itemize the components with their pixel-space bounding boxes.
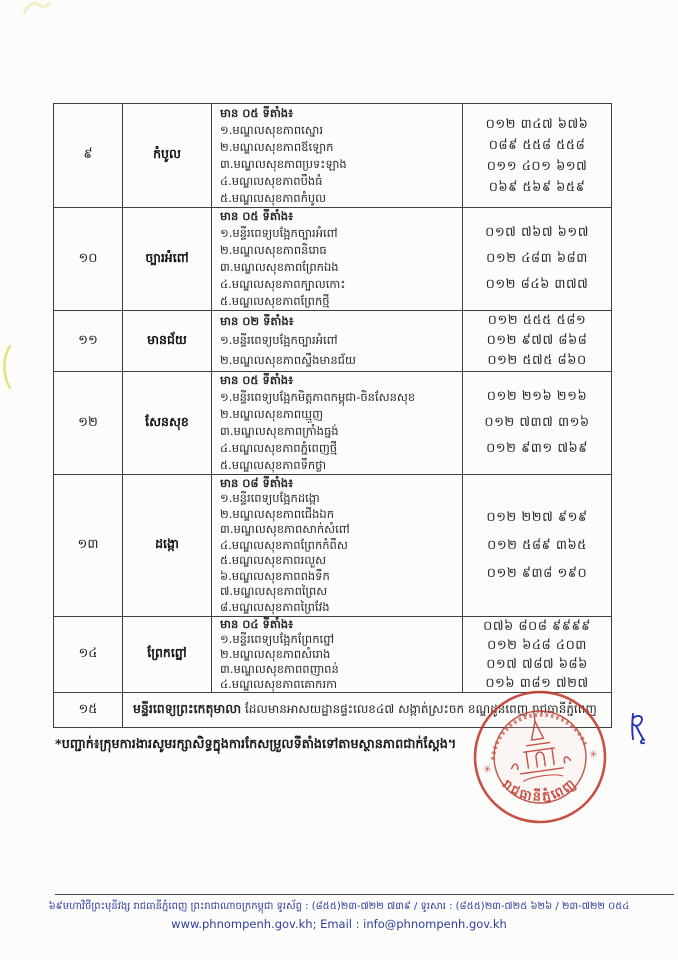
location-item: ២.មណ្ឌលសុខភាពនិរោធ [220, 243, 327, 257]
locations-list [220, 389, 458, 474]
row-number: ១១ [54, 311, 123, 371]
official-red-seal-stamp [461, 678, 619, 836]
phone-number: ០១២ ៩៣១ ៧៦៩ [486, 441, 588, 456]
locations-cell [212, 104, 463, 207]
phone-number: ០១២ ៩៣៨ ១៩០ [486, 565, 588, 581]
district-name: សែនសុខ [123, 372, 212, 474]
phone-number: ០១២ ៥៥៥ ៥៨១ [487, 313, 587, 328]
locations-list [220, 632, 458, 692]
remark-marker: *បញ្ជាក់៖ [55, 737, 100, 752]
locations-count-label: មាន ០៥ ទីតាំង៖ [220, 373, 294, 387]
row-number: ១៣ [54, 475, 123, 616]
phone-numbers [463, 208, 611, 310]
location-item: ៤.មណ្ឌលសុខភាពគោករកា [220, 677, 338, 691]
phone-number: ០១៧ ៧៨៧ ៦៨៦ [486, 656, 588, 672]
table-row [54, 311, 611, 372]
location-item: ១.មន្ទីរពេទ្យបង្អែកព្រែកព្នៅ [220, 632, 335, 646]
phone-number: ០១២ ៨៤៦ ៣៧៧ [485, 277, 589, 292]
table-row [54, 617, 611, 693]
location-item: ១.មន្ទីរពេទ្យបង្អែកច្បារអំពៅ [220, 333, 338, 348]
location-item: ៤.មណ្ឌលសុខភាពក្បាលកោះ [220, 277, 346, 291]
row-number: ១៤ [54, 617, 123, 692]
phone-number: ០៨៩ ៥៥៨ ៥៥៨ [488, 137, 586, 153]
location-item: ២.មណ្ឌលសុខភាពឃ្មួញ [220, 407, 324, 421]
phone-numbers [463, 311, 611, 371]
phone-number: ០១៧ ៧៦៧ ៦១៧ [485, 225, 589, 240]
location-item: ១.មន្ទីរពេទ្យបង្អែកច្បារអំពៅ [220, 226, 338, 240]
locations-count-label: មាន ០៤ ទីតាំង៖ [220, 617, 294, 631]
phone-number: ០១២ ២២៧ ៩១៩ [486, 509, 588, 525]
location-item: ២.មណ្ឌលសុខភាពសំរោង [220, 647, 331, 661]
health-centers-table [53, 103, 612, 728]
phone-numbers [463, 475, 611, 616]
phone-number: ០៦៩ ៥៦៩ ៦៥៩ [488, 179, 586, 195]
locations-list [220, 122, 458, 207]
location-item: ១.មន្ទីរពេទ្យបង្អែកដង្កោ [220, 491, 320, 506]
district-name: ព្រែកព្នៅ [123, 617, 212, 692]
phone-number: ០១៦ ៣៨១ ៧២៧ [485, 675, 589, 691]
location-item: ៥.មណ្ឌលសុខភាពព្រែកថ្មី [220, 294, 330, 308]
locations-count-label: មាន ០៥ ទីតាំង៖ [220, 209, 294, 223]
footer-website-email: www.phnompenh.gov.kh; Email : info@phnompenh.gov.kh [171, 917, 507, 931]
location-item: ២.មណ្ឌលសុខភាពស្ទឹងមានជ័យ [220, 352, 356, 367]
row-number: ១០ [54, 208, 123, 310]
corner-gold-mark [23, 1, 51, 14]
phone-number: ០១២ ៣៤៧ ៦៧៦ [485, 116, 589, 132]
locations-count-label: មាន ០៨ ទីតាំង៖ [220, 475, 294, 490]
location-item: ៣.មណ្ឌលសុខភាពពញាពន់ [220, 662, 339, 676]
phone-number: ០១២ ៧៣៧ ៣១៦ [484, 415, 590, 430]
location-item: ៧.មណ្ឌលសុខភាពព្រៃស [220, 584, 328, 599]
locations-cell [212, 475, 463, 616]
locations-cell [212, 208, 463, 310]
location-item: ៤.មណ្ឌលសុខភាពបឹងធំ [220, 173, 323, 188]
location-item: ៥.មណ្ឌលសុខភាពរលួស [220, 553, 327, 568]
remark-text: ក្រុមការងារសូមរក្សាសិទ្ធក្នុងការកែសម្រួលទីតាំងទៅតាមស្ថានភាពជាក់ស្តែង។ [99, 737, 457, 752]
phone-numbers [463, 372, 611, 474]
phone-number: ០១២ ២១៦ ២១៦ [486, 389, 588, 404]
location-item: ៣.មណ្ឌលសុខភាពសាក់សំពៅ [220, 522, 350, 537]
location-item: ២.មណ្ឌលសុខភាពជើងឯក [220, 506, 334, 521]
row-number: ១២ [54, 372, 123, 474]
location-item: ៥.មណ្ឌលសុខភាពទឹកថ្លា [220, 458, 327, 472]
phone-number: ០១២ ៩៧៧ ៨៦៨ [486, 333, 588, 348]
table-row [54, 208, 611, 311]
location-item: ៤.មណ្ឌលសុខភាពព្រែកកំពឹស [220, 537, 348, 552]
phone-numbers [463, 104, 611, 207]
phone-number: ០១១ ៤០១ ៦១៧ [486, 158, 588, 174]
phone-number: ០១២ ៤៨៣ ៦៨៣ [486, 251, 588, 266]
location-item: ១.មណ្ឌលសុខភាពស្នោរ [220, 122, 324, 137]
blue-pen-mark [627, 711, 649, 747]
hospital-name: មន្ទីរពេទ្យព្រះកេតុមាលា [133, 701, 242, 716]
table-row [54, 475, 611, 617]
phone-number: ០១២ ៦៤៨ ៤០៣ [487, 637, 587, 653]
district-name: ច្បារអំពៅ [123, 208, 212, 310]
phone-number: ០១២ ៥៨៩ ៣៦៥ [487, 537, 587, 553]
hospital-address: ដែលមានអាសយដ្ឋានផ្ទះលេខ៤៧ សង្កាត់ស្រះចក ខណ្ឌដូនពេញ រាជធានីភ្នំពេញ [241, 702, 597, 716]
table-row [54, 372, 611, 475]
district-name: ដង្កោ [123, 475, 212, 616]
district-name: មានជ័យ [123, 311, 212, 371]
stamp-right-mark: ✳ [588, 749, 599, 762]
location-item: ៦.មណ្ឌលសុខភាពពងទឹក [220, 568, 330, 583]
row-number: ៩ [54, 104, 123, 207]
stamp-left-mark: ✳ [482, 763, 493, 776]
locations-cell [212, 617, 463, 692]
locations-count-label: មាន ០២ ទីតាំង៖ [220, 313, 294, 328]
locations-cell [212, 372, 463, 474]
location-item: ៥.មណ្ឌលសុខភាពកំបូល [220, 190, 327, 205]
location-item: ៨.មណ្ឌលសុខភាពព្រៃវែង [220, 599, 330, 614]
locations-cell [212, 311, 463, 371]
phone-number: ០៧៦ ៨០៨ ៩៩៩៩ [483, 618, 591, 634]
location-item: ១.មន្ទីរពេទ្យបង្អែកមិត្តភាពកម្ពុជា-ចិនសែនសុខ [220, 390, 416, 404]
left-edge-yellow-mark [0, 344, 12, 390]
stamp-label: រាជធានីភ្នំពេញ [499, 775, 581, 805]
locations-list [220, 331, 458, 370]
location-item: ៤.មណ្ឌលសុខភាពភ្នំពេញថ្មី [220, 441, 338, 455]
location-item: ៣.មណ្ឌលសុខភាពប្រទះឡាង [220, 156, 347, 171]
location-item: ៣.មណ្ឌលសុខភាពក្រាំងធ្នង់ [220, 424, 339, 438]
row-number: ១៥ [54, 693, 123, 728]
footer-address-line: ៦៩មហាវិថីព្រះមុនីវង្ស រាជធានីភ្នំពេញ ព្រះរាជាណាចក្រកម្ពុជា ទូរស័ព្ទ : (៨៥៥)២៣-៧២២ ៧៣៩ / ទូរសារ : (៨៥៥)២៣-៧២៥ ៦២៦ / ២៣-៧២២ ០៥៤ [48, 901, 630, 912]
location-item: ៣.មណ្ឌលសុខភាពព្រែកឯង [220, 260, 339, 274]
table-row [54, 104, 611, 208]
locations-list [220, 491, 458, 615]
phone-number: ០១២ ៥៧៥ ៨៦០ [487, 353, 587, 368]
locations-count-label: មាន ០៥ ទីតាំង៖ [220, 105, 294, 120]
location-item: ២.មណ្ឌលសុខភាពឪឡោក [220, 139, 334, 154]
footer-divider [55, 894, 674, 895]
locations-list [220, 225, 458, 310]
district-name: កំបូល [123, 104, 212, 207]
